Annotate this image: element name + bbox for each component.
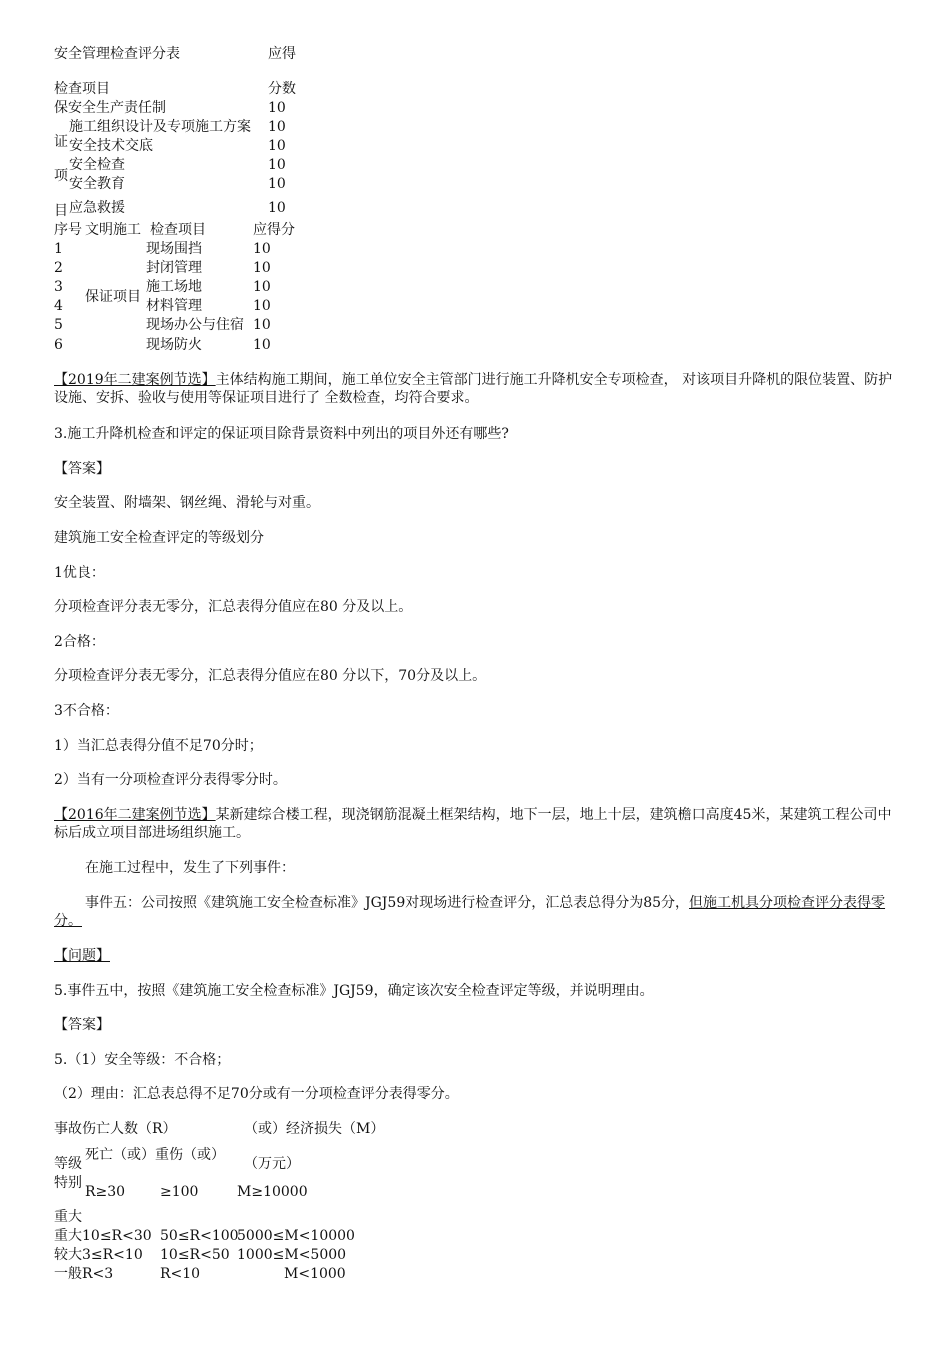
table2-row-item: 现场办公与住宿	[146, 317, 244, 333]
question-3: 3.施工升降机检查和评定的保证项目除背景资料中列出的项目外还有哪些?	[54, 426, 509, 442]
accident-row-label: 一般R<3	[54, 1266, 114, 1282]
accident-row-loss: M<1000	[284, 1266, 346, 1282]
table1-row-score: 10	[268, 157, 286, 173]
question-5: 5.事件五中，按照《建筑施工安全检查标准》JGJ59，确定该次安全检查评定等级，并说明理由。	[54, 983, 654, 999]
accident-row-label: 重大10≤R<30	[54, 1228, 152, 1244]
table2-header-category: 文明施工	[85, 222, 141, 238]
table1-header-right: 应得	[268, 46, 296, 62]
case-2016-tag: 【2016年二建案例节选】	[54, 807, 216, 823]
accident-row-loss: 5000≤M<10000	[237, 1228, 355, 1244]
table1-side-char: 目	[54, 203, 68, 219]
table2-row-item: 现场防火	[146, 337, 202, 353]
accident-level-special: 特别	[54, 1175, 82, 1191]
grade-pass-desc: 分项检查评分表无零分，汇总表得分值应在80 分以下，70分及以上。	[54, 668, 487, 684]
event-5-text: 事件五：公司按照《建筑施工安全检查标准》JGJ59对现场进行检查评分，汇总表总得分为85分，	[85, 895, 690, 911]
answer-5-level: 5.（1）安全等级：不合格；	[54, 1052, 231, 1068]
accident-row-injury: 10≤R<50	[160, 1247, 230, 1263]
table1-row-score: 10	[268, 200, 286, 216]
case-2016-event-5	[54, 894, 894, 930]
table1-side-char: 项	[54, 168, 68, 184]
answer-label-2: 【答案】	[54, 1017, 110, 1033]
answer-3: 安全装置、附墙架、钢丝绳、滑轮与对重。	[54, 495, 320, 511]
table1-col-item: 检查项目	[54, 81, 110, 97]
event-5-underlined: 但施工机具分项检查评分表得零分。	[54, 895, 886, 929]
grade-fail-condition-1: 1）当汇总表得分值不足70分时；	[54, 738, 263, 754]
table2-row-item: 材料管理	[146, 298, 202, 314]
accident-row-label: 较大3≤R<10	[54, 1247, 143, 1263]
accident-row-injury: R<10	[160, 1266, 201, 1282]
accident-header-level: 等级	[54, 1156, 82, 1172]
table2-row-score: 10	[253, 298, 271, 314]
grading-title: 建筑施工安全检查评定的等级划分	[54, 530, 264, 546]
table1-row-score: 10	[268, 138, 286, 154]
accident-header-unit: （万元）	[244, 1156, 300, 1172]
answer-label: 【答案】	[54, 461, 110, 477]
table2-row-item: 现场围挡	[146, 241, 202, 257]
case-2019-text: 主体结构施工期间，施工单位安全主管部门进行施工升降机安全专项检查， 对该项目升降机的限位装置、防护设施、安拆、验收与使用等保证项目进行了 全数检查，均符合要求。	[54, 372, 893, 406]
special-death: R≥30	[85, 1184, 126, 1200]
accident-row-loss: 1000≤M<5000	[237, 1247, 347, 1263]
question-label: 【问题】	[54, 948, 110, 964]
answer-5-reason: （2）理由：汇总表总得不足70分或有一分项检查评分表得零分。	[54, 1086, 459, 1102]
case-2019-paragraph	[54, 371, 894, 407]
case-2016-paragraph	[54, 806, 894, 842]
case-2019-tag: 【2019年二建案例节选】	[54, 372, 216, 388]
case-2016-events-intro: 在施工过程中，发生了下列事件：	[85, 860, 295, 876]
table1-row-score: 10	[268, 100, 286, 116]
table1-row-label: 安全技术交底	[69, 138, 153, 154]
table2-row-item: 施工场地	[146, 279, 202, 295]
table2-group-label: 保证项目	[85, 289, 141, 305]
accident-row-injury: 50≤R<100	[160, 1228, 239, 1244]
table1-col-score: 分数	[268, 81, 296, 97]
accident-header-loss: （或）经济损失（M）	[244, 1121, 385, 1137]
special-injury: ≥100	[160, 1184, 199, 1200]
table2-header-score: 应得分	[253, 222, 295, 238]
grade-pass: 2合格：	[54, 634, 105, 650]
table2-row-score: 10	[253, 260, 271, 276]
table2-row-score: 10	[253, 337, 271, 353]
table1-row-score: 10	[268, 119, 286, 135]
grade-excellent: 1优良：	[54, 565, 105, 581]
table1-row-label: 应急救援	[69, 200, 125, 216]
table1-row-label: 安全教育	[69, 176, 125, 192]
table1-title: 安全管理检查评分表	[54, 46, 180, 62]
table2-row-score: 10	[253, 279, 271, 295]
table1-row-label: 施工组织设计及专项施工方案	[69, 119, 251, 135]
table2-row-no: 3	[54, 279, 63, 295]
table2-row-no: 5	[54, 317, 63, 333]
table2-row-no: 6	[54, 337, 63, 353]
grade-excellent-desc: 分项检查评分表无零分，汇总表得分值应在80 分及以上。	[54, 599, 413, 615]
grade-fail-condition-2: 2）当有一分项检查评分表得零分时。	[54, 772, 287, 788]
table1-row-label: 保安全生产责任制	[54, 100, 166, 116]
accident-header-casualties: 事故伤亡人数（R）	[54, 1121, 177, 1137]
accident-level-major-heading: 重大	[54, 1209, 82, 1225]
table2-row-item: 封闭管理	[146, 260, 202, 276]
case-2016-text: 某新建综合楼工程，现浇钢筋混凝土框架结构，地下一层，地上十层，建筑檐口高度45米，某建筑工程公司中标后成立项目部进场组织施工。	[54, 807, 892, 841]
table2-row-score: 10	[253, 241, 271, 257]
grade-fail: 3不合格：	[54, 703, 119, 719]
table2-header-item: 检查项目	[150, 222, 206, 238]
table2-row-no: 2	[54, 260, 63, 276]
special-loss: M≥10000	[237, 1184, 308, 1200]
table1-row-label: 安全检查	[69, 157, 125, 173]
table2-row-no: 4	[54, 298, 63, 314]
accident-header-death-injury: 死亡（或）重伤（或）	[85, 1147, 225, 1163]
table1-side-char: 证	[54, 134, 68, 150]
table1-row-score: 10	[268, 176, 286, 192]
table2-row-score: 10	[253, 317, 271, 333]
table2-header-no: 序号	[54, 222, 82, 238]
table2-row-no: 1	[54, 241, 63, 257]
